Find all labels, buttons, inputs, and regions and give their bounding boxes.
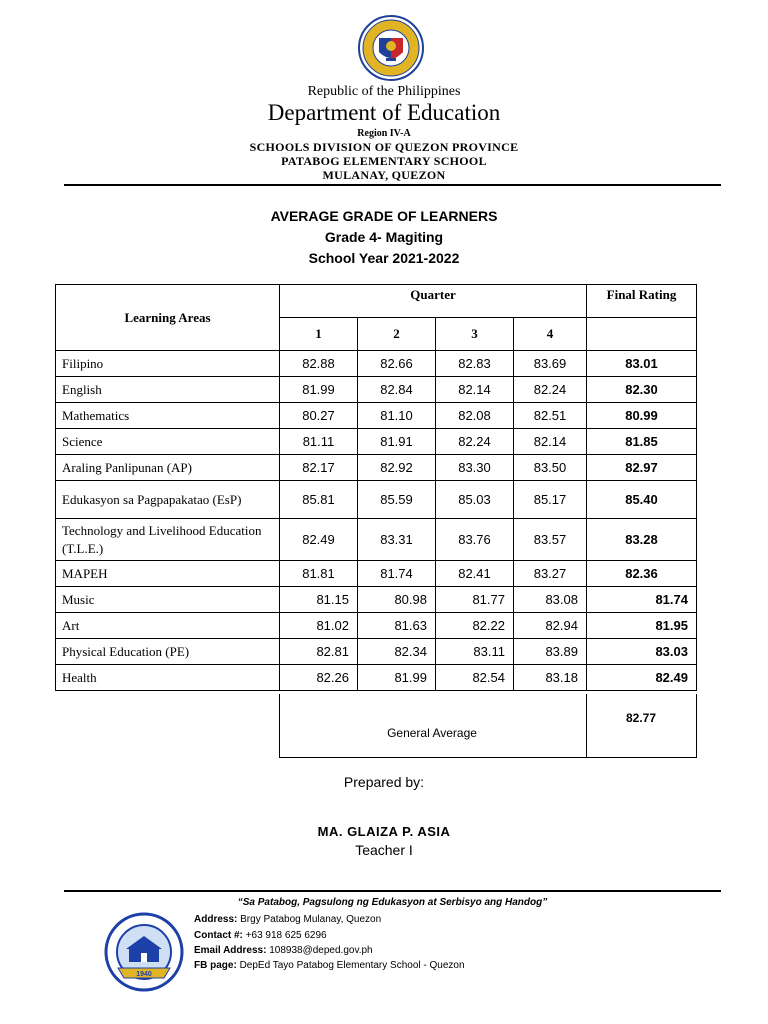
prepared-by-label: Prepared by: bbox=[343, 774, 425, 790]
header-divider bbox=[64, 184, 721, 186]
table-row bbox=[56, 403, 697, 429]
q2-grade: 81.74 bbox=[358, 561, 436, 587]
q3-grade: 81.77 bbox=[436, 587, 514, 613]
q4-grade: 83.08 bbox=[514, 587, 587, 613]
q2-grade: 82.34 bbox=[358, 639, 436, 665]
table-row bbox=[56, 561, 697, 587]
q4-grade: 82.51 bbox=[514, 403, 587, 429]
q1-grade: 82.88 bbox=[280, 351, 358, 377]
table-row bbox=[56, 351, 697, 377]
q3-grade: 83.30 bbox=[436, 455, 514, 481]
q3-grade: 83.11 bbox=[436, 639, 514, 665]
signatory-title: Teacher I bbox=[355, 842, 413, 858]
q2-grade: 85.59 bbox=[358, 481, 436, 519]
area-label: Science bbox=[56, 429, 280, 455]
footer-divider bbox=[64, 890, 721, 892]
grade-section-title: Grade 4- Magiting bbox=[324, 229, 444, 245]
q2-grade: 80.98 bbox=[358, 587, 436, 613]
footer-fb-page bbox=[194, 960, 465, 971]
q4-grade: 82.24 bbox=[514, 377, 587, 403]
q1-grade: 81.02 bbox=[280, 613, 358, 639]
q2-grade: 81.99 bbox=[358, 665, 436, 691]
table-row bbox=[56, 665, 697, 691]
table-row bbox=[56, 481, 697, 519]
area-label: Technology and Livelihood Education (T.L.E.) bbox=[56, 519, 280, 561]
school-year-title: School Year 2021-2022 bbox=[308, 250, 460, 266]
area-label: English bbox=[56, 377, 280, 403]
grades-table bbox=[55, 284, 697, 691]
q1-grade: 85.81 bbox=[280, 481, 358, 519]
final-rating: 81.95 bbox=[587, 613, 697, 639]
school-motto: “Sa Patabog, Pagsulong ng Edukasyon at Serbisyo ang Handog” bbox=[237, 897, 548, 908]
header-q4: 4 bbox=[514, 318, 587, 351]
area-label: Edukasyon sa Pagpapakatao (EsP) bbox=[56, 481, 280, 519]
contact-label: Contact #: bbox=[194, 930, 243, 941]
table-row bbox=[56, 377, 697, 403]
area-label: Mathematics bbox=[56, 403, 280, 429]
final-rating: 82.49 bbox=[587, 665, 697, 691]
q1-grade: 81.11 bbox=[280, 429, 358, 455]
q2-grade: 82.84 bbox=[358, 377, 436, 403]
q3-grade: 82.83 bbox=[436, 351, 514, 377]
q4-grade: 85.17 bbox=[514, 481, 587, 519]
q4-grade: 83.18 bbox=[514, 665, 587, 691]
q3-grade: 82.14 bbox=[436, 377, 514, 403]
final-rating: 82.36 bbox=[587, 561, 697, 587]
footer-email bbox=[194, 945, 373, 956]
final-rating: 82.97 bbox=[587, 455, 697, 481]
signatory-name: MA. GLAIZA P. ASIA bbox=[317, 824, 451, 839]
final-rating: 83.01 bbox=[587, 351, 697, 377]
general-average-label: General Average bbox=[387, 726, 477, 740]
q1-grade: 82.17 bbox=[280, 455, 358, 481]
q4-grade: 82.94 bbox=[514, 613, 587, 639]
region-line: Region IV-A bbox=[357, 128, 411, 139]
q4-grade: 83.27 bbox=[514, 561, 587, 587]
q2-grade: 82.92 bbox=[358, 455, 436, 481]
table-row bbox=[56, 639, 697, 665]
area-label: Filipino bbox=[56, 351, 280, 377]
fb-value: DepEd Tayo Patabog Elementary School - Quezon bbox=[239, 960, 465, 971]
q1-grade: 82.26 bbox=[280, 665, 358, 691]
area-label: Araling Panlipunan (AP) bbox=[56, 455, 280, 481]
q4-grade: 82.14 bbox=[514, 429, 587, 455]
header-q2: 2 bbox=[358, 318, 436, 351]
q3-grade: 83.76 bbox=[436, 519, 514, 561]
email-label: Email Address: bbox=[194, 945, 267, 956]
q3-grade: 85.03 bbox=[436, 481, 514, 519]
report-title: AVERAGE GRADE OF LEARNERS bbox=[270, 208, 498, 224]
school-logo bbox=[104, 912, 184, 992]
q1-grade: 80.27 bbox=[280, 403, 358, 429]
area-label: Music bbox=[56, 587, 280, 613]
republic-line: Republic of the Philippines bbox=[307, 84, 461, 99]
q3-grade: 82.22 bbox=[436, 613, 514, 639]
q2-grade: 81.91 bbox=[358, 429, 436, 455]
q1-grade: 82.81 bbox=[280, 639, 358, 665]
q1-grade: 81.15 bbox=[280, 587, 358, 613]
footer-address bbox=[194, 914, 381, 925]
area-label: Health bbox=[56, 665, 280, 691]
q2-grade: 82.66 bbox=[358, 351, 436, 377]
q1-grade: 82.49 bbox=[280, 519, 358, 561]
q4-grade: 83.69 bbox=[514, 351, 587, 377]
q4-grade: 83.57 bbox=[514, 519, 587, 561]
final-rating: 83.03 bbox=[587, 639, 697, 665]
area-label: Art bbox=[56, 613, 280, 639]
final-rating: 85.40 bbox=[587, 481, 697, 519]
q4-grade: 83.89 bbox=[514, 639, 587, 665]
header-q3: 3 bbox=[436, 318, 514, 351]
table-row bbox=[56, 587, 697, 613]
fb-label: FB page: bbox=[194, 960, 237, 971]
header-q1: 1 bbox=[280, 318, 358, 351]
deped-seal-logo bbox=[349, 14, 433, 82]
table-row bbox=[56, 455, 697, 481]
header-final-blank bbox=[587, 318, 697, 351]
svg-text:1940: 1940 bbox=[136, 971, 152, 978]
final-rating: 83.28 bbox=[587, 519, 697, 561]
q3-grade: 82.41 bbox=[436, 561, 514, 587]
location-line: MULANAY, QUEZON bbox=[322, 168, 446, 182]
q2-grade: 81.63 bbox=[358, 613, 436, 639]
area-label: MAPEH bbox=[56, 561, 280, 587]
general-average-value-box bbox=[586, 694, 697, 758]
address-label: Address: bbox=[194, 914, 238, 925]
q3-grade: 82.24 bbox=[436, 429, 514, 455]
general-average-value: 82.77 bbox=[625, 711, 657, 725]
q1-grade: 81.99 bbox=[280, 377, 358, 403]
email-value: 108938@deped.gov.ph bbox=[269, 945, 373, 956]
division-line: SCHOOLS DIVISION OF QUEZON PROVINCE bbox=[249, 140, 519, 154]
q4-grade: 83.50 bbox=[514, 455, 587, 481]
final-rating: 82.30 bbox=[587, 377, 697, 403]
header-quarter: Quarter bbox=[280, 285, 587, 318]
contact-value: +63 918 625 6296 bbox=[245, 930, 327, 941]
final-rating: 81.85 bbox=[587, 429, 697, 455]
final-rating: 81.74 bbox=[587, 587, 697, 613]
header-learning-areas: Learning Areas bbox=[56, 285, 280, 351]
table-row bbox=[56, 613, 697, 639]
area-label: Physical Education (PE) bbox=[56, 639, 280, 665]
footer-contact bbox=[194, 930, 327, 941]
address-value: Brgy Patabog Mulanay, Quezon bbox=[240, 914, 382, 925]
final-rating: 80.99 bbox=[587, 403, 697, 429]
q3-grade: 82.54 bbox=[436, 665, 514, 691]
q2-grade: 81.10 bbox=[358, 403, 436, 429]
department-title: Department of Education bbox=[267, 100, 501, 125]
table-row bbox=[56, 429, 697, 455]
header-final-rating: Final Rating bbox=[587, 285, 697, 318]
q2-grade: 83.31 bbox=[358, 519, 436, 561]
school-line: PATABOG ELEMENTARY SCHOOL bbox=[281, 154, 487, 168]
q3-grade: 82.08 bbox=[436, 403, 514, 429]
table-row bbox=[56, 519, 697, 561]
q1-grade: 81.81 bbox=[280, 561, 358, 587]
